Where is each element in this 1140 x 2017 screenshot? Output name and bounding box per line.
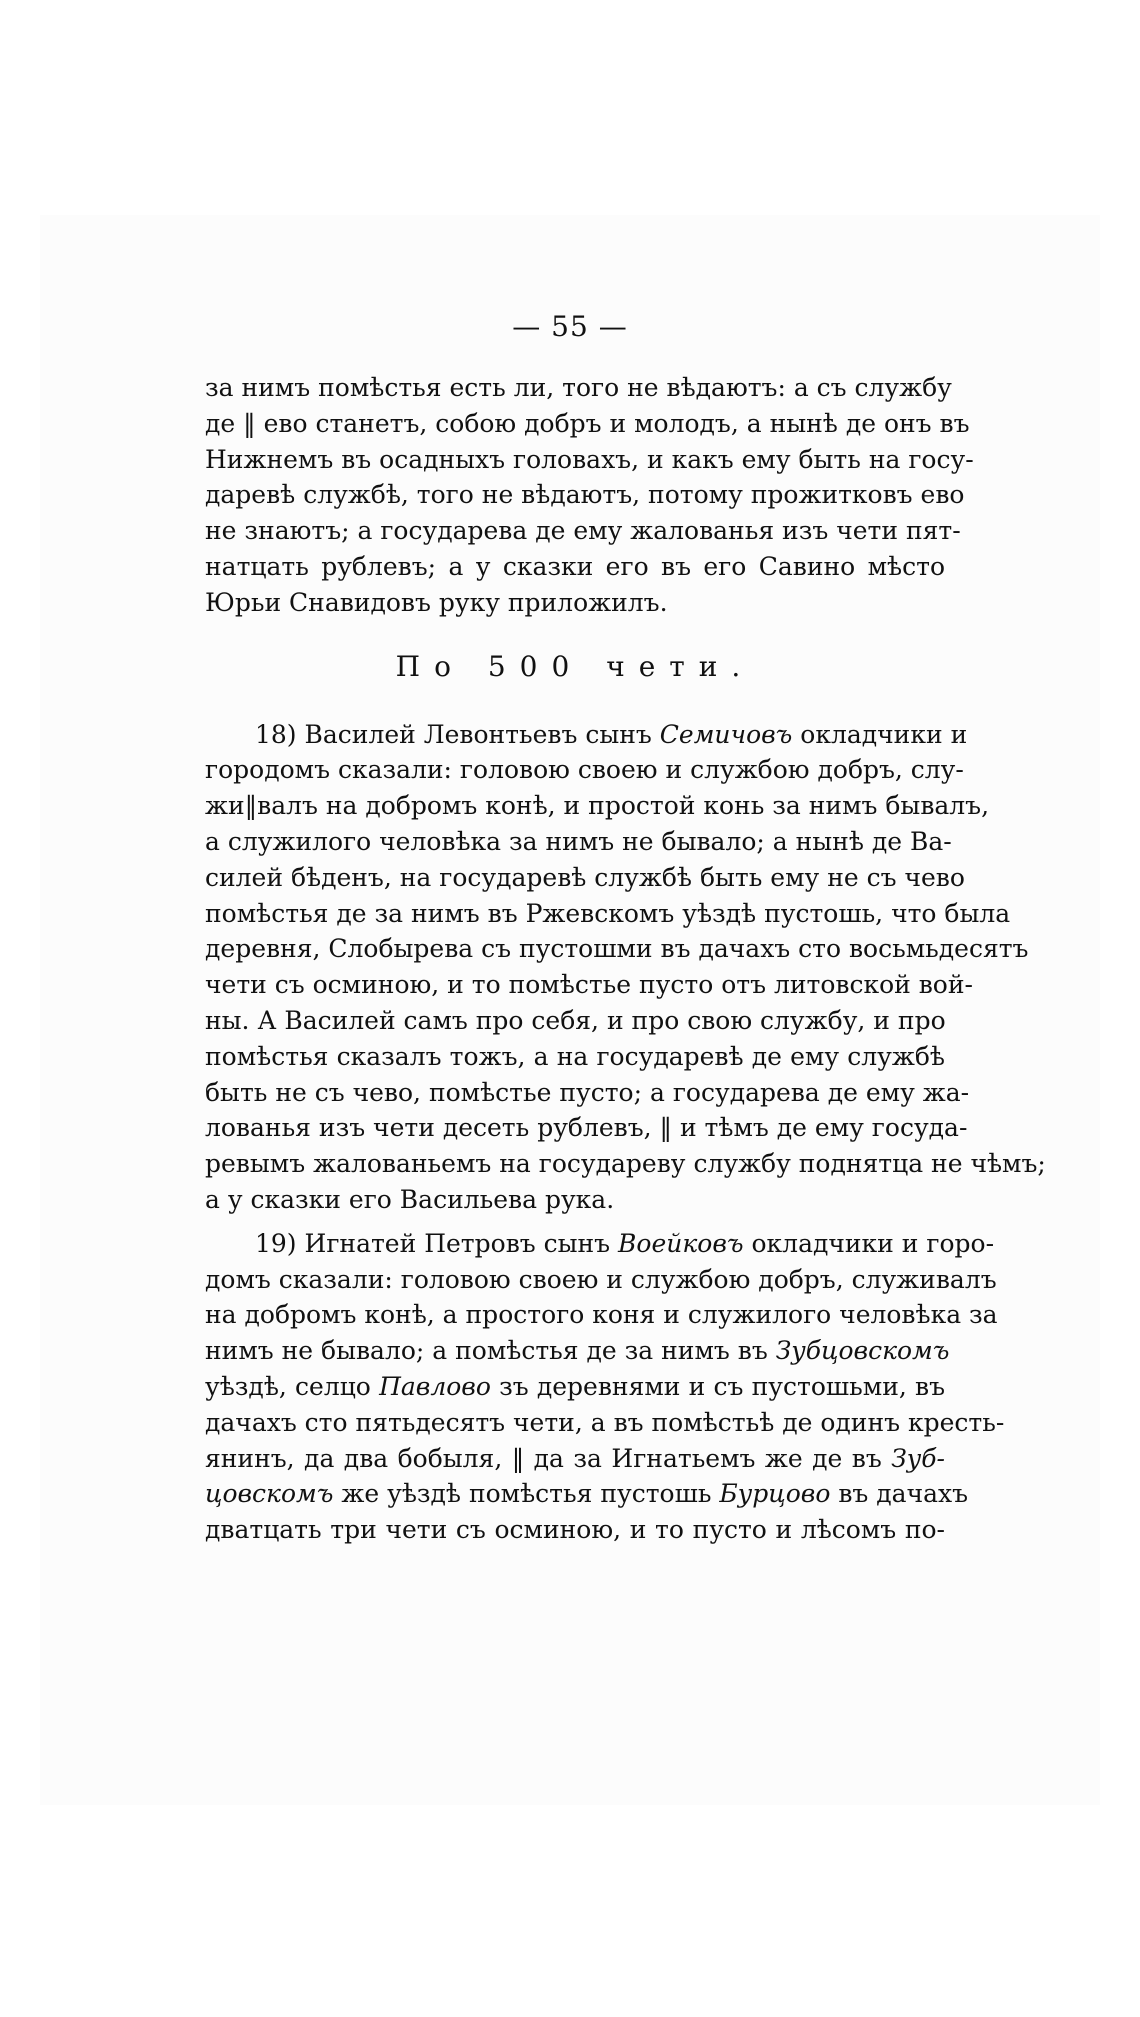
text-line: дватцать три чети съ осминою, и то пусто и лѣсомъ по- bbox=[205, 1515, 945, 1545]
place-name: Павлово bbox=[379, 1371, 491, 1401]
entry-text: окладчики и горо- bbox=[743, 1228, 995, 1258]
text-line: городомъ сказали: головою своею и службою добръ, слу- bbox=[205, 755, 964, 785]
text-line: натцать рублевъ; а у сказки его въ его Савино мѣсто bbox=[205, 551, 945, 581]
text-line: за нимъ помѣстья есть ли, того не вѣдаютъ: а съ службу bbox=[205, 373, 952, 402]
text-line: а служилого человѣка за нимъ не бывало; а нынѣ де Ва- bbox=[205, 826, 952, 856]
entry-text: въ дачахъ bbox=[830, 1479, 969, 1509]
entry-text: окладчики и bbox=[792, 719, 968, 749]
text-line bbox=[205, 1369, 945, 1405]
surname: Воейковъ bbox=[618, 1228, 744, 1258]
page-number: — 55 — bbox=[512, 310, 628, 343]
text-line: не знаютъ; а государева де ему жалованья изъ чети пят- bbox=[205, 516, 961, 546]
entry-text: зъ деревнями и съ пустошьми, въ bbox=[490, 1371, 945, 1401]
entry-text: же уѣздѣ помѣстья пустошь bbox=[333, 1479, 720, 1509]
entry-text: уѣздѣ, селцо bbox=[205, 1371, 380, 1401]
text-line: на добромъ конѣ, а простого коня и служилого человѣка за bbox=[205, 1300, 998, 1330]
text-line: даревѣ службѣ, того не вѣдаютъ, потому прожитковъ ево bbox=[205, 480, 965, 510]
text-line bbox=[205, 1441, 945, 1477]
text-line: домъ сказали: головою своею и службою добръ, служивалъ bbox=[205, 1264, 997, 1294]
body-text bbox=[205, 370, 1046, 1548]
text-line: ревымъ жалованьемъ на государеву службу поднятца не чѣмъ; bbox=[205, 1149, 1046, 1179]
text-line: дачахъ сто пятьдесятъ чети, а въ помѣстьѣ де одинъ кресть- bbox=[205, 1407, 1005, 1437]
surname: Семичовъ bbox=[659, 719, 793, 749]
place-name: цовскомъ bbox=[205, 1479, 334, 1509]
text-line: ны. А Василей самъ про себя, и про свою службу, и про bbox=[205, 1005, 946, 1035]
text-line: жи‖валъ на добромъ конѣ, и простой конь за нимъ бывалъ, bbox=[205, 791, 990, 821]
place-name: Бурцово bbox=[719, 1479, 831, 1509]
text-line: помѣстья де за нимъ въ Ржевскомъ уѣздѣ пустошь, что была bbox=[205, 898, 1011, 928]
text-line: силей бѣденъ, на государевѣ службѣ быть ему не съ чево bbox=[205, 862, 965, 892]
text-line: деревня, Слобырева съ пустошми въ дачахъ сто восьмьдесятъ bbox=[205, 934, 1029, 964]
entry-text: нимъ не бывало; а помѣстья де за нимъ въ bbox=[205, 1336, 776, 1366]
entry-text: 19) Игнатей Петровъ сынъ bbox=[255, 1228, 619, 1258]
text-line bbox=[205, 1476, 969, 1512]
text-line: лованья изъ чети десеть рублевъ, ‖ и тѣмъ де ему госуда- bbox=[205, 1113, 968, 1143]
entry-text: янинъ, да два бобыля, ‖ да за Игнатьемъ же де въ bbox=[205, 1443, 892, 1473]
entry-text: 18) Василей Левонтьевъ сынъ bbox=[255, 719, 660, 749]
text-line: Юрьи Снавидовъ руку приложилъ. bbox=[205, 587, 668, 617]
text-line: быть не съ чево, помѣстье пусто; а государева де ему жа- bbox=[205, 1077, 970, 1107]
text-line bbox=[205, 1333, 950, 1369]
place-name: Зуб- bbox=[891, 1443, 945, 1473]
section-heading: По 500 чети. bbox=[395, 649, 755, 683]
text-line: де ‖ ево станетъ, собою добръ и молодъ, а нынѣ де онъ въ bbox=[205, 408, 970, 438]
entry-19-first-line bbox=[205, 1226, 995, 1262]
place-name: Зубцовскомъ bbox=[775, 1336, 950, 1366]
text-line: а у сказки его Васильева рука. bbox=[205, 1184, 615, 1214]
entry-18-first-line bbox=[205, 717, 968, 753]
text-line: Нижнемъ въ осадныхъ головахъ, и какъ ему быть на госу- bbox=[205, 444, 974, 474]
text-line: помѣстья сказалъ тожъ, а на государевѣ де ему службѣ bbox=[205, 1041, 945, 1071]
text-line: чети съ осминою, и то помѣстье пусто отъ литовской вой- bbox=[205, 970, 973, 1000]
